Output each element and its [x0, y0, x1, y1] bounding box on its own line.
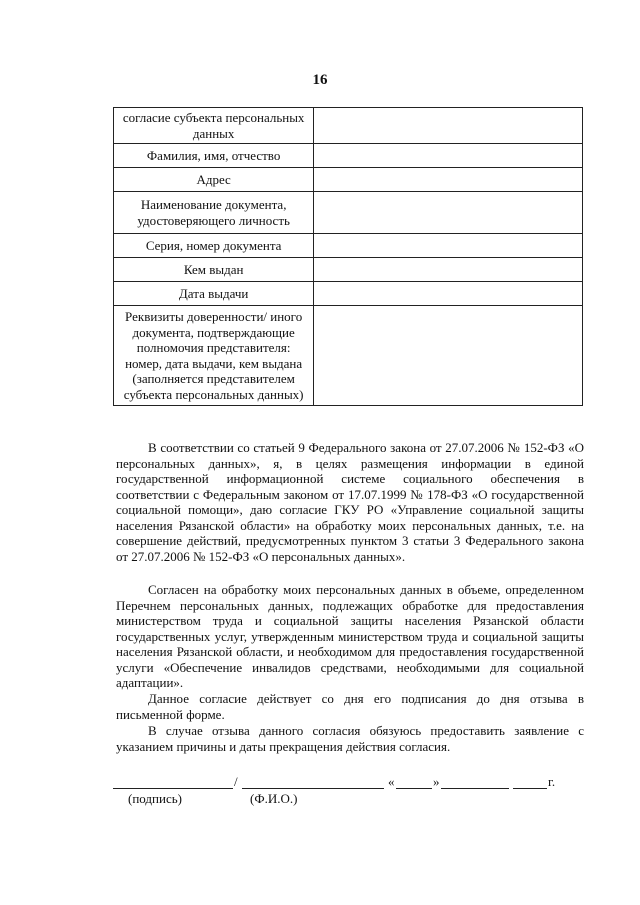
- row-value-field[interactable]: [314, 306, 583, 406]
- personal-data-table: [113, 107, 583, 406]
- row-value-field[interactable]: [314, 234, 583, 258]
- row-value-field[interactable]: [314, 168, 583, 192]
- consent-paragraph-3: Данное согласие действует со дня его подписания до дня отзыва в письменной форме.: [116, 691, 584, 722]
- table-row: [114, 306, 583, 406]
- row-value-field[interactable]: [314, 258, 583, 282]
- row-value-field[interactable]: [314, 144, 583, 168]
- day-blank[interactable]: [396, 774, 432, 789]
- row-value-field[interactable]: [314, 282, 583, 306]
- row-value-field[interactable]: [314, 192, 583, 234]
- table-row: [114, 282, 583, 306]
- signature-blank[interactable]: [113, 774, 233, 789]
- row-label: Адрес: [114, 168, 314, 192]
- quote-close: »: [433, 774, 440, 789]
- full-name-blank[interactable]: [242, 774, 384, 789]
- row-label: Дата выдачи: [114, 282, 314, 306]
- consent-paragraph-2: Согласен на обработку моих персональных данных в объеме, определенном Перечнем персональных данных, подлежащих обработке для предоставления министерством труда и социальной защиты населения Рязанской области государственных услуг, утвержденным министерством труда и социальной защиты населения Рязанской области, и необходимом для предоставления государственной услуги «Обеспечение инвалидов средствами, необходимыми для социальной адаптации».: [116, 582, 584, 690]
- year-suffix: г.: [548, 774, 556, 789]
- row-label: Серия, номер документа: [114, 234, 314, 258]
- table-row: [114, 258, 583, 282]
- row-label: Наименование документа, удостоверяющего личность: [114, 192, 314, 234]
- table-row: [114, 168, 583, 192]
- month-blank[interactable]: [441, 774, 509, 789]
- table-row: [114, 192, 583, 234]
- row-label: Кем выдан: [114, 258, 314, 282]
- row-label: Фамилия, имя, отчество: [114, 144, 314, 168]
- year-blank[interactable]: [513, 774, 547, 789]
- consent-paragraph-1: В соответствии со статьей 9 Федерального закона от 27.07.2006 № 152-ФЗ «О персональных данных», я, в целях размещения информации в единой государственной информационной системе социального обеспечения в соответствии с Федеральным законом от 17.07.1999 № 178-ФЗ «О государственной социальной помощи», даю согласие ГКУ РО «Управление социальной защиты населения Рязанской области» на обработку моих персональных данных, т.е. на совершение действий, предусмотренных пунктом 3 статьи 3 Федерального закона от 27.07.2006 № 152-ФЗ «О персональных данных».: [116, 440, 584, 564]
- consent-paragraph-4: В случае отзыва данного согласия обязуюсь предоставить заявление с указанием причины и даты прекращения действия согласия.: [116, 723, 584, 754]
- signature-caption: (подпись): [128, 791, 182, 806]
- table-row: [114, 144, 583, 168]
- slash-separator: /: [234, 774, 238, 789]
- row-label: согласие субъекта персональных данных: [114, 108, 314, 144]
- quote-open: «: [388, 774, 395, 789]
- row-label: Реквизиты доверенности/ иного документа, подтверждающие полномочия представителя: номер, дата выдачи, кем выдана (заполняется представителем субъекта персональных данных): [114, 306, 314, 406]
- row-value-field[interactable]: [314, 108, 583, 144]
- page-number: 16: [312, 72, 328, 88]
- table-row: [114, 108, 583, 144]
- table-row: [114, 234, 583, 258]
- full-name-caption: (Ф.И.О.): [250, 791, 298, 806]
- signature-line: [113, 774, 583, 792]
